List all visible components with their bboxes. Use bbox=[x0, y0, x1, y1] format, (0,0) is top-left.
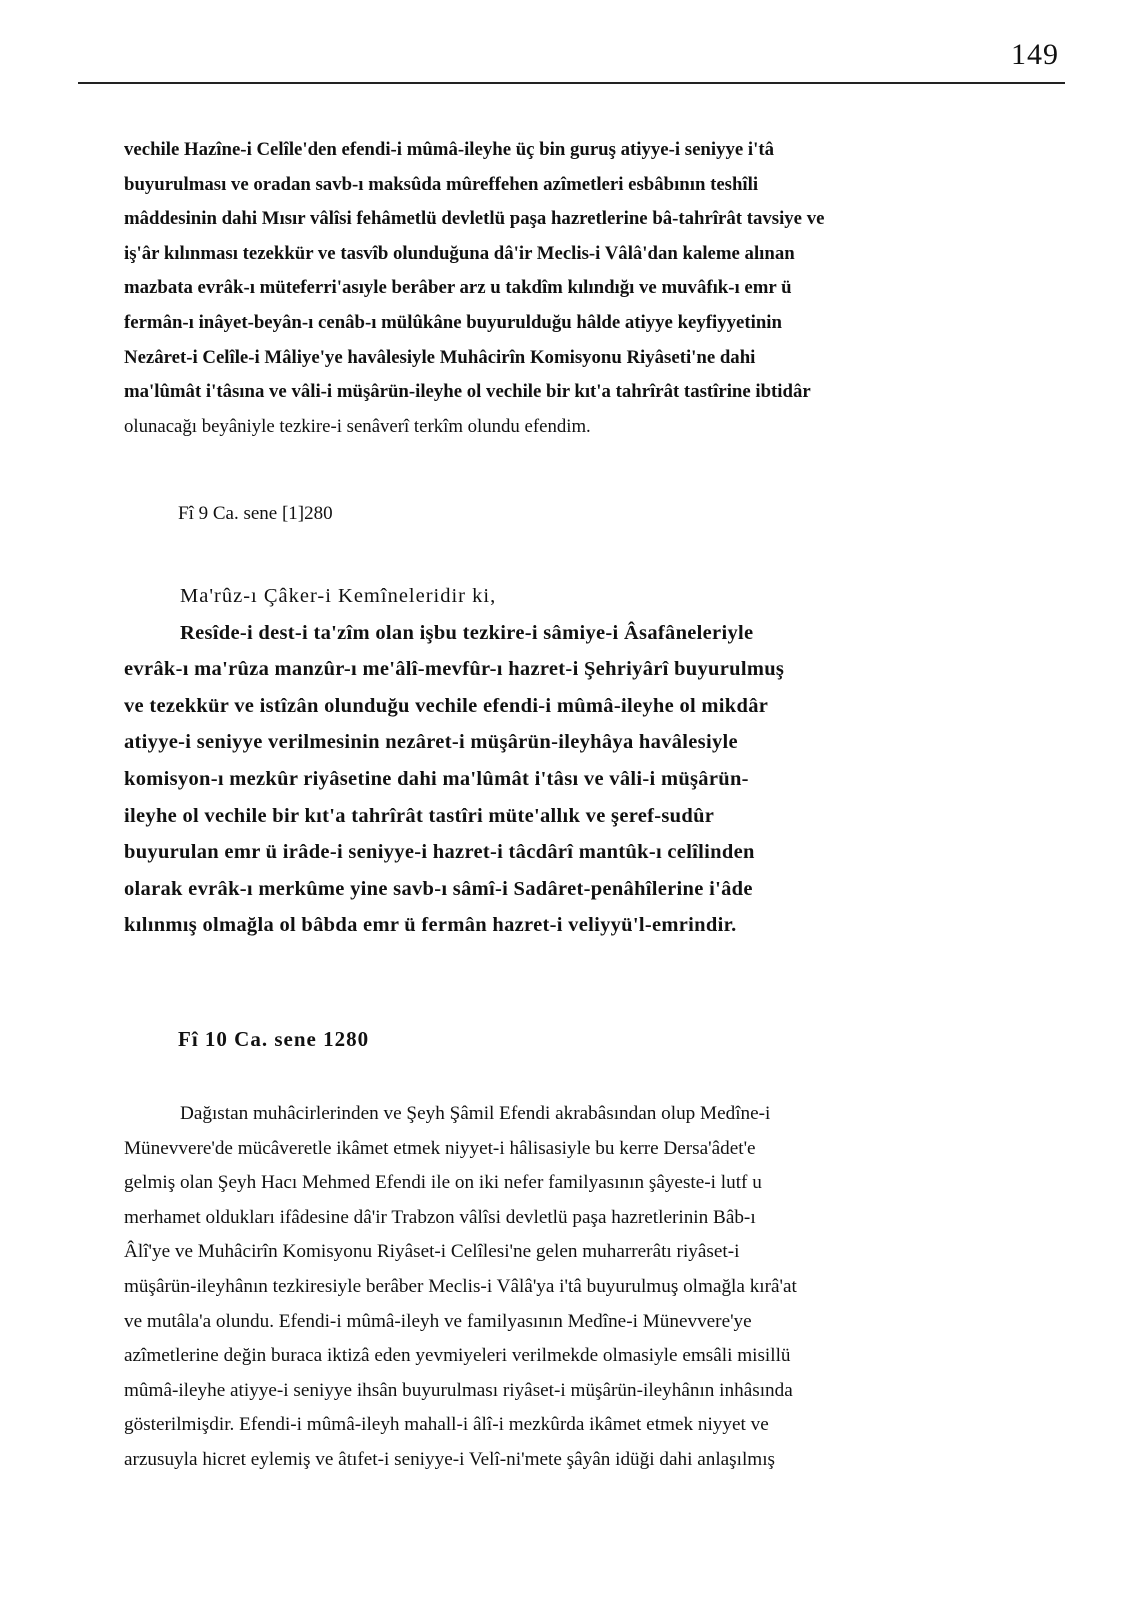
text-line: arzusuyla hicret eylemiş ve âtıfet-i seniyye-i Velî-ni'mete şâyân idüği dahi anlaşılmış bbox=[124, 1448, 776, 1470]
text-line: Âlî'ye ve Muhâcirîn Komisyonu Riyâset-i Celîlesi'ne gelen muharrerâtı riyâset-i bbox=[124, 1241, 740, 1263]
text-line: kılınmış olmağla ol bâbda emr ü fermân hazret-i veliyyü'l-emrindir. bbox=[124, 914, 737, 937]
text-line: ve mutâla'a olundu. Efendi-i mûmâ-ileyh ve familyasının Medîne-i Münevvere'ye bbox=[124, 1310, 752, 1332]
text-line: olarak evrâk-ı merkûme yine savb-ı sâmî-i Sadâret-penâhîlerine i'âde bbox=[124, 877, 753, 900]
text-line: iş'âr kılınması tezekkür ve tasvîb olunduğuna dâ'ir Meclis-i Vâlâ'dan kaleme alınan bbox=[124, 242, 795, 264]
text-line: olunacağı beyâniyle tezkire-i senâverî terkîm olundu efendim. bbox=[124, 415, 591, 437]
text-line: Münevvere'de mücâveretle ikâmet etmek niyyet-i hâlisasiyle bu kerre Dersa'âdet'e bbox=[124, 1137, 756, 1159]
text-line: azîmetlerine değin buraca iktizâ eden yevmiyeleri verilmekde olmasiyle emsâli misillü bbox=[124, 1345, 791, 1367]
text-line: vechile Hazîne-i Celîle'den efendi-i mûmâ-ileyhe üç bin guruş atiyye-i seniyye i'tâ bbox=[124, 139, 774, 160]
paragraph-1 bbox=[124, 133, 1036, 444]
text-line: ileyhe ol vechile bir kıt'a tahrîrât tastîri müte'allık ve şeref-sudûr bbox=[124, 804, 715, 827]
text-line: atiyye-i seniyye verilmesinin nezâret-i müşârün-ileyhâya havâlesiyle bbox=[124, 731, 738, 754]
text-line: mûmâ-ileyhe atiyye-i seniyye ihsân buyurulması riyâset-i müşârün-ileyhânın inhâsında bbox=[124, 1379, 793, 1401]
text-line: buyurulması ve oradan savb-ı maksûda mûreffehen azîmetleri esbâbının teshîli bbox=[124, 173, 759, 195]
text-line: gösterilmişdir. Efendi-i mûmâ-ileyh mahall-i âlî-i mezkûrda ikâmet etmek niyyet ve bbox=[124, 1414, 769, 1436]
text-line: komisyon-ı mezkûr riyâsetine dahi ma'lûmât i'tâsı ve vâli-i müşârün- bbox=[124, 767, 749, 790]
paragraph-2 bbox=[124, 578, 1036, 944]
text-line: merhamet oldukları ifâdesine dâ'ir Trabzon vâlîsi devletlü paşa hazretlerinin Bâb-ı bbox=[124, 1206, 756, 1228]
date-line-2: Fî 10 Ca. sene 1280 bbox=[178, 1027, 370, 1051]
text-line: ma'lûmât i'tâsına ve vâli-i müşârün-ileyhe ol vechile bir kıt'a tahrîrât tastîrine ibtidâr bbox=[124, 381, 811, 403]
paragraph-3 bbox=[124, 1097, 1036, 1478]
opening-line: Ma'rûz-ı Çâker-i Kemîneleridir ki, bbox=[180, 585, 497, 607]
text-line: mâddesinin dahi Mısır vâlîsi fehâmetlü devletlü paşa hazretlerine bâ-tahrîrât tavsiye ve bbox=[124, 208, 825, 230]
page-number: 149 bbox=[1011, 38, 1059, 71]
text-line: Resîde-i dest-i ta'zîm olan işbu tezkire-i sâmiye-i Âsafâneleriyle bbox=[180, 621, 754, 644]
date-line-1: Fî 9 Ca. sene [1]280 bbox=[178, 503, 333, 524]
text-line: müşârün-ileyhânın tezkiresiyle berâber Meclis-i Vâlâ'ya i'tâ buyurulmuş olmağla kırâ'at bbox=[124, 1275, 797, 1297]
text-line: ve tezekkür ve istîzân olunduğu vechile efendi-i mûmâ-ileyhe ol mikdâr bbox=[124, 694, 769, 717]
text-line: evrâk-ı ma'rûza manzûr-ı me'âlî-mevfûr-ı hazret-i Şehriyârî buyurulmuş bbox=[124, 658, 785, 681]
text-line: buyurulan emr ü irâde-i seniyye-i hazret-i tâcdârî mantûk-ı celîlinden bbox=[124, 841, 755, 864]
header-rule bbox=[78, 82, 1065, 84]
text-line: Nezâret-i Celîle-i Mâliye'ye havâlesiyle Muhâcirîn Komisyonu Riyâseti'ne dahi bbox=[124, 346, 756, 368]
text-line: mazbata evrâk-ı müteferri'asıyle berâber arz u takdîm kılındığı ve muvâfık-ı emr ü bbox=[124, 277, 792, 299]
text-line: Dağıstan muhâcirlerinden ve Şeyh Şâmil Efendi akrabâsından olup Medîne-i bbox=[180, 1103, 771, 1124]
text-line: gelmiş olan Şeyh Hacı Mehmed Efendi ile on iki nefer familyasının şâyeste-i lutf u bbox=[124, 1172, 762, 1194]
text-line: fermân-ı inâyet-beyân-ı cenâb-ı mülûkâne buyurulduğu hâlde atiyye keyfiyyetinin bbox=[124, 311, 782, 333]
